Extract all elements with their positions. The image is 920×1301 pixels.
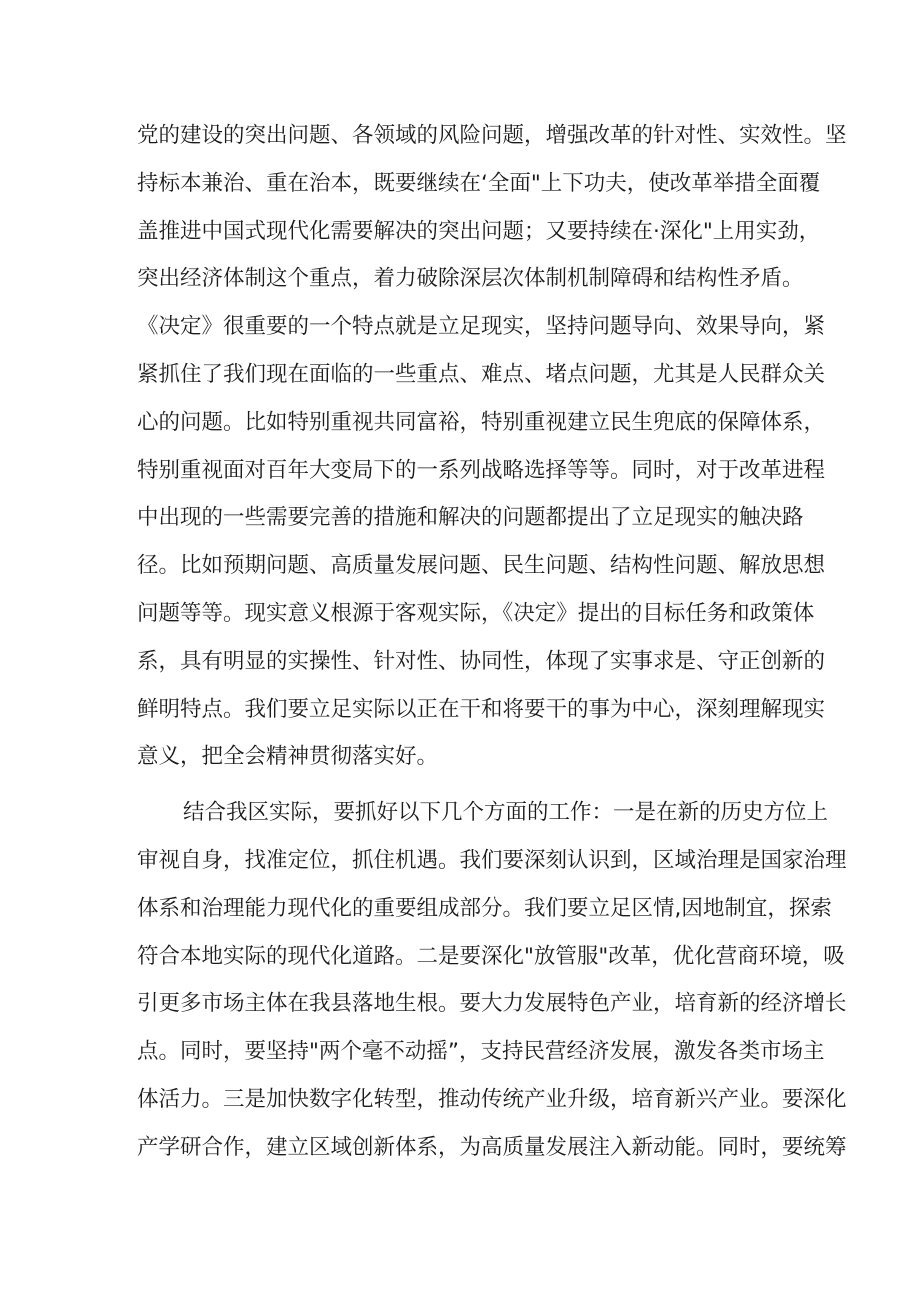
- text-line: 系，具有明显的实操性、针对性、协同性，体现了实事求是、守正创新的: [137, 648, 826, 674]
- text-line: 特别重视面对百年大变局下的一系列战略选择等等。同时，对于改革进程: [137, 457, 826, 483]
- text-line: 体系和治理能力现代化的重要组成部分。我们要立足区情,因地制宜，探索: [137, 895, 832, 921]
- text-line: 中出现的一些需要完善的措施和解决的问题都提出了立足现实的触决路: [137, 505, 804, 531]
- text-line: 符合本地实际的现代化道路。二是要深化"放管服"改革，优化营商环境，吸: [137, 943, 845, 969]
- text-line: 体活力。三是加快数字化转型，推动传统产业升级，培育新兴产业。要深化: [137, 1086, 847, 1112]
- text-line: 《决定》很重要的一个特点就是立足现实，坚持问题导向、效果导向，紧: [137, 314, 826, 340]
- paragraph-1: [137, 112, 847, 781]
- text-line: 引更多市场主体在我县落地生根。要大力发展特色产业，培育新的经济增长: [137, 991, 847, 1017]
- text-line: 点。同时，要坚持"两个毫不动摇”，支持民营经济发展，激发各类市场主: [137, 1039, 825, 1065]
- document-body: [137, 112, 847, 1172]
- text-line: 意义，把全会精神贯彻落实好。: [137, 744, 439, 770]
- paragraph-spacer: [137, 781, 797, 789]
- text-line: 鲜明特点。我们要立足实际以正在干和将要干的事为中心，深刻理解现实: [137, 696, 826, 722]
- text-line: 党的建设的突出问题、各领域的风险问题，增强改革的针对性、实效性。坚: [137, 123, 847, 148]
- paragraph-2: [137, 789, 847, 1171]
- text-line: 审视自身，找准定位，抓住机遇。我们要深刻认识到，区域治理是国家治理: [137, 847, 847, 873]
- text-line: 持标本兼治、重在治本，既要继续在‘全面"上下功夫，使改革举措全面覆: [137, 170, 821, 196]
- text-line: 紧抓住了我们现在面临的一些重点、难点、堵点问题，尤其是人民群众关: [137, 361, 826, 387]
- text-line: 问题等等。现实意义根源于客观实际，《决定》提出的目标任务和政策体: [137, 600, 815, 626]
- text-line: 径。比如预期问题、高质量发展问题、民生问题、结构性问题、解放思想: [137, 553, 826, 579]
- text-line: 心的问题。比如特别重视共同富裕，特别重视建立民生兜底的保障体系，: [137, 409, 826, 435]
- text-line: 产学研合作，建立区域创新体系，为高质量发展注入新动能。同时，要统筹: [137, 1134, 847, 1160]
- text-line: 盖推进中国式现代化需要解决的突出问题；又要持续在·深化"上用实劲，: [137, 218, 821, 244]
- text-line: 突出经济体制这个重点，着力破除深层次体制机制障碍和结构性矛盾。: [137, 266, 804, 292]
- text-line: 结合我区实际，要抓好以下几个方面的工作：一是在新的历史方位上: [183, 800, 829, 826]
